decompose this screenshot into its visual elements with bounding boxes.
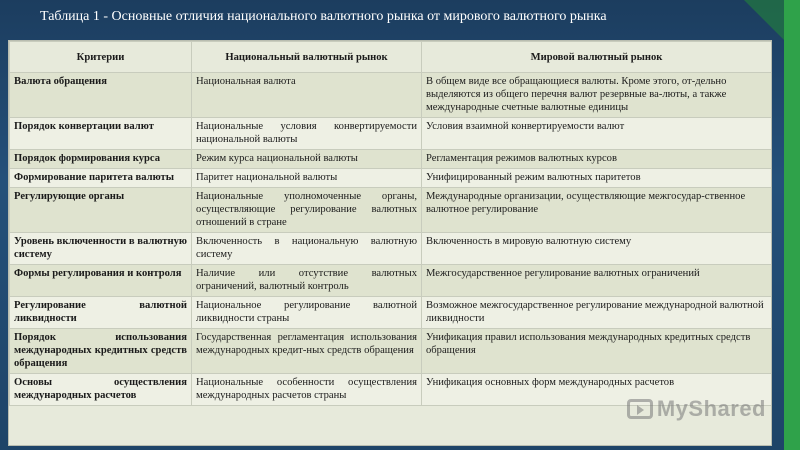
table-row [10,188,772,233]
criterion-cell: Регулирующие органы [10,188,192,233]
criterion-cell: Валюта обращения [10,73,192,118]
table-row [10,118,772,150]
world-cell: Возможное межгосударственное регулирование международной валютной ликвидности [422,297,772,329]
national-cell: Национальная валюта [192,73,422,118]
national-cell: Национальные особенности осуществления международных расчетов страны [192,374,422,406]
national-cell: Наличие или отсутствие валютных ограничений, валютный контроль [192,265,422,297]
national-cell: Режим курса национальной валюты [192,150,422,169]
world-cell: В общем виде все обращающиеся валюты. Кроме этого, от-дельно выделяются из общего перечня валют резервные ва-люты, а также международные счетные валютные единицы [422,73,772,118]
table-row [10,233,772,265]
watermark [627,396,766,422]
table-row [10,265,772,297]
table-row [10,297,772,329]
criterion-cell: Порядок формирования курса [10,150,192,169]
national-cell: Национальные условия конвертируемости национальной валюты [192,118,422,150]
header-world-market: Мировой валютный рынок [422,42,772,73]
header-national-market: Национальный валютный рынок [192,42,422,73]
world-cell: Унификация основных форм международных расчетов [422,374,772,406]
world-cell: Условия взаимной конвертируемости валют [422,118,772,150]
criterion-cell: Порядок конвертации валют [10,118,192,150]
world-cell: Унификация правил использования международных кредитных средств обращения [422,329,772,374]
criterion-cell: Уровень включенности в валютную систему [10,233,192,265]
table-row [10,169,772,188]
comparison-table-container [8,40,772,446]
world-cell: Регламентация режимов валютных курсов [422,150,772,169]
national-cell: Национальное регулирование валютной ликвидности страны [192,297,422,329]
world-cell: Международные организации, осуществляющие межгосудар-ственное валютное регулирование [422,188,772,233]
play-icon [627,399,653,419]
table-row [10,329,772,374]
slide-title: Таблица 1 - Основные отличия национального валютного рынка от мирового валютного рынка [40,9,607,24]
criterion-cell: Основы осуществления международных расчетов [10,374,192,406]
accent-bar [784,0,800,450]
national-cell: Включенность в национальную валютную систему [192,233,422,265]
world-cell: Включенность в мировую валютную систему [422,233,772,265]
header-criteria: Критерии [10,42,192,73]
table-row [10,150,772,169]
table-row [10,73,772,118]
table-header-row [10,42,772,73]
criterion-cell: Формирование паритета валюты [10,169,192,188]
national-cell: Государственная регламентация использования международных кредит-ных средств обращения [192,329,422,374]
criterion-cell: Регулирование валютной ликвидности [10,297,192,329]
national-cell: Паритет национальной валюты [192,169,422,188]
national-cell: Национальные уполномоченные органы, осуществляющие регулирование валютных отношений в стране [192,188,422,233]
comparison-table [9,41,772,406]
criterion-cell: Формы регулирования и контроля [10,265,192,297]
world-cell: Унифицированный режим валютных паритетов [422,169,772,188]
watermark-text: MyShared [656,396,766,421]
criterion-cell: Порядок использования международных кредитных средств обращения [10,329,192,374]
world-cell: Межгосударственное регулирование валютных ограничений [422,265,772,297]
